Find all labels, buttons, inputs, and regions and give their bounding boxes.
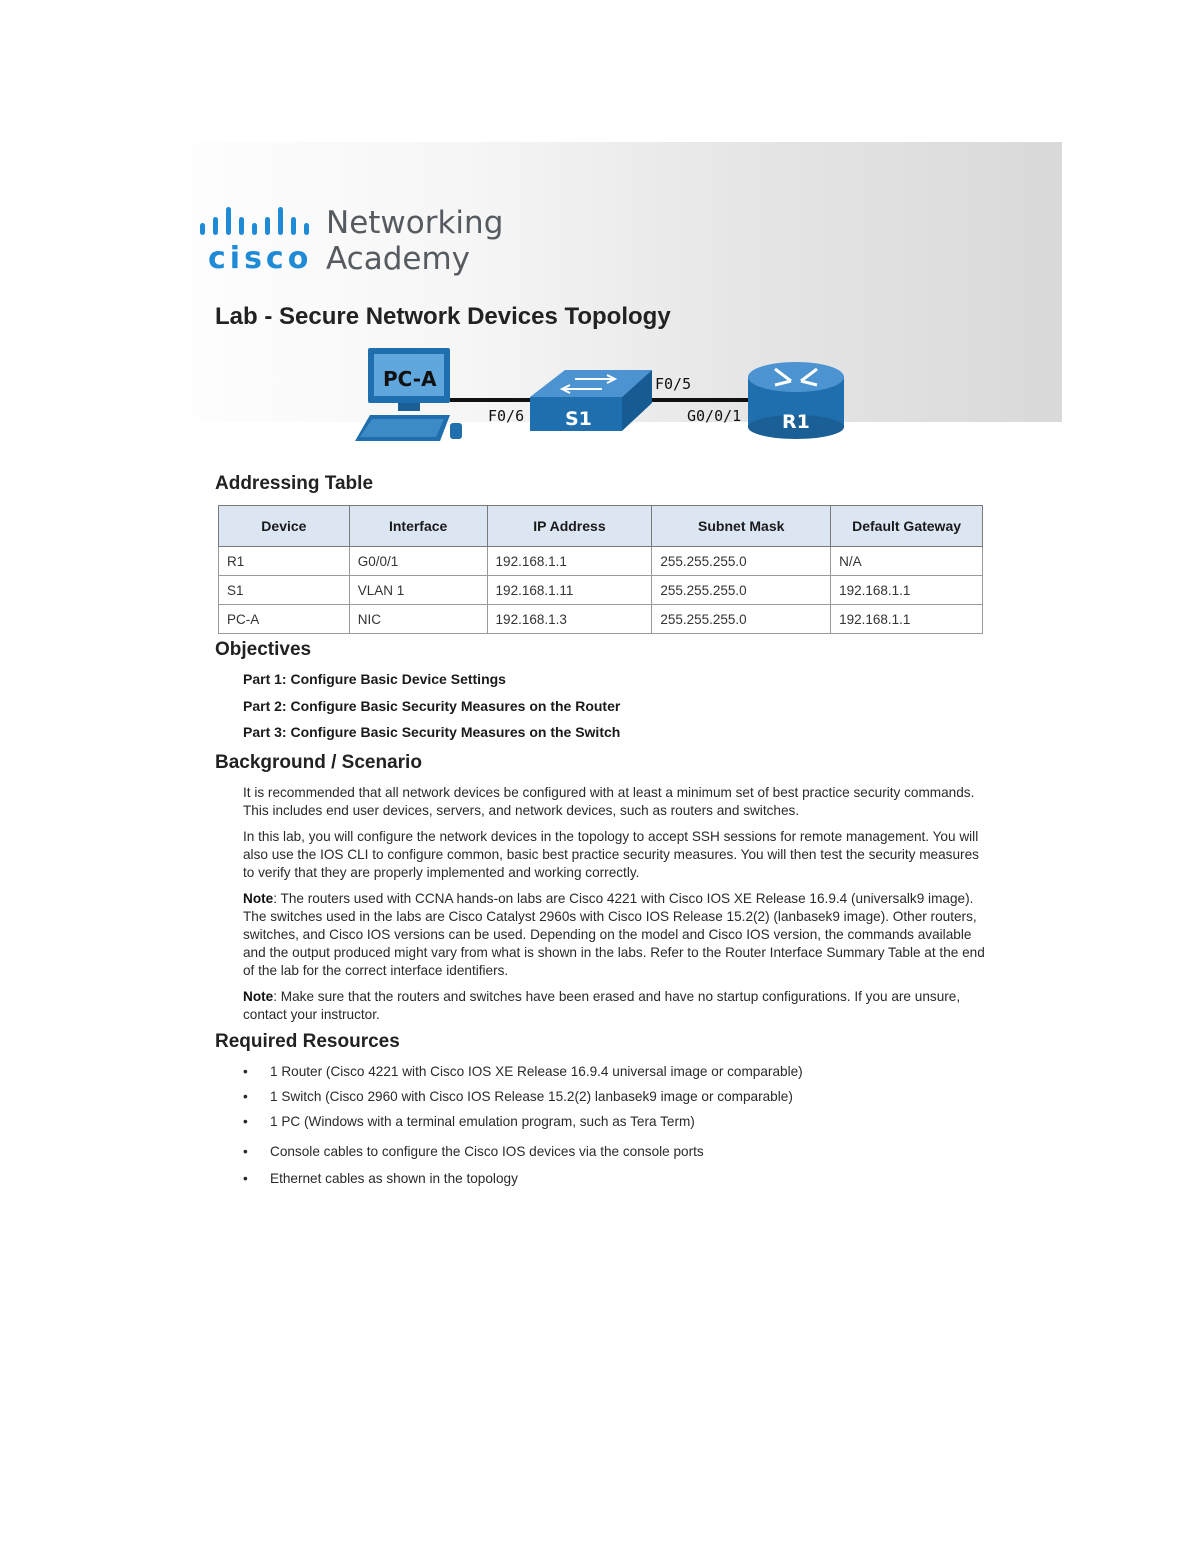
- note-paragraph-1: [243, 890, 988, 980]
- bullet-icon: •: [243, 1089, 248, 1104]
- column-header: Device: [219, 506, 350, 547]
- table-row: [219, 605, 983, 634]
- router-label: R1: [782, 411, 810, 433]
- note-paragraph-2: [243, 988, 988, 1024]
- column-header: Default Gateway: [831, 506, 983, 547]
- background-heading: Background / Scenario: [215, 752, 422, 773]
- table-cell: N/A: [831, 547, 983, 576]
- port-label-g0-0-1: G0/0/1: [687, 407, 742, 425]
- pc-icon: [355, 348, 462, 441]
- bullet-icon: •: [243, 1114, 248, 1129]
- table-cell: 192.168.1.1: [831, 605, 983, 634]
- port-label-f0-5: F0/5: [655, 375, 692, 393]
- table-header-row: [219, 506, 983, 547]
- list-item: [243, 1114, 695, 1129]
- logo-line-1: Networking: [326, 205, 504, 241]
- list-item-text: 1 Router (Cisco 4221 with Cisco IOS XE Release 16.9.4 universal image or comparable): [270, 1064, 803, 1079]
- table-cell: 255.255.255.0: [652, 605, 831, 634]
- list-item-text: 1 Switch (Cisco 2960 with Cisco IOS Release 15.2(2) lanbasek9 image or comparable): [270, 1089, 793, 1104]
- table-cell: R1: [219, 547, 350, 576]
- list-item: [243, 1089, 793, 1104]
- bullet-icon: •: [243, 1064, 248, 1079]
- cisco-networking-academy-logo: [198, 205, 504, 280]
- table-cell: PC-A: [219, 605, 350, 634]
- background-paragraph-2: In this lab, you will configure the network devices in the topology to accept SSH sessions for remote management. You will also use the IOS CLI to configure common, basic best practice security measures. You will then test the security measures to verify that they are properly implemented and working correctly.: [243, 829, 979, 880]
- objective-part-1: Part 1: Configure Basic Device Settings: [243, 671, 506, 687]
- list-item-text: Ethernet cables as shown in the topology: [270, 1171, 518, 1186]
- list-item: [243, 1064, 803, 1079]
- resources-heading: Required Resources: [215, 1031, 400, 1052]
- table-cell: 192.168.1.3: [487, 605, 652, 634]
- table-cell: 255.255.255.0: [652, 547, 831, 576]
- objectives-heading: Objectives: [215, 639, 312, 660]
- port-label-f0-6: F0/6: [488, 407, 525, 425]
- table-row: [219, 547, 983, 576]
- bullet-icon: •: [243, 1144, 248, 1159]
- list-item: [243, 1144, 704, 1159]
- topology-diagram: [350, 345, 860, 450]
- table-cell: 255.255.255.0: [652, 576, 831, 605]
- addressing-table: [218, 505, 983, 634]
- objective-part-2: Part 2: Configure Basic Security Measures on the Router: [243, 698, 621, 714]
- cisco-bridge-logo-icon: [198, 205, 318, 239]
- table-row: [219, 576, 983, 605]
- column-header: Subnet Mask: [652, 506, 831, 547]
- table-cell: 192.168.1.11: [487, 576, 652, 605]
- logo-brand-text: cisco: [208, 241, 313, 276]
- addressing-table-heading: Addressing Table: [215, 473, 374, 494]
- note-text: : The routers used with CCNA hands-on labs are Cisco 4221 with Cisco IOS XE Release 16.9.4 (universalk9 image). The switches used in the labs are Cisco Catalyst 2960s with Cisco IOS Release 15.2(2) (lanbasek9 image). Other routers, switches, and Cisco IOS versions can be used. Depending on the model and Cisco IOS version, the commands available and the output produced might vary from what is shown in the labs. Refer to the Router Interface Summary Table at the end of the lab for the correct interface identifiers.: [243, 891, 985, 978]
- table-cell: 192.168.1.1: [487, 547, 652, 576]
- pc-label: PC-A: [383, 367, 437, 391]
- note-text: : Make sure that the routers and switches have been erased and have no startup configurations. If you are unsure, contact your instructor.: [243, 989, 961, 1022]
- note-label: Note: [243, 891, 274, 906]
- table-cell: NIC: [349, 605, 487, 634]
- table-cell: S1: [219, 576, 350, 605]
- table-cell: G0/0/1: [349, 547, 487, 576]
- column-header: IP Address: [487, 506, 652, 547]
- table-cell: 192.168.1.1: [831, 576, 983, 605]
- page-title: Lab - Secure Network Devices Topology: [215, 303, 671, 330]
- note-label: Note: [243, 989, 274, 1004]
- switch-label: S1: [565, 408, 592, 430]
- background-paragraph-1: It is recommended that all network devices be configured with at least a minimum set of best practice security commands. This includes end user devices, servers, and network devices, such as routers and switches.: [243, 785, 975, 818]
- table-cell: VLAN 1: [349, 576, 487, 605]
- list-item: [243, 1171, 518, 1186]
- bullet-icon: •: [243, 1171, 248, 1186]
- logo-line-2: Academy: [326, 241, 470, 277]
- column-header: Interface: [349, 506, 487, 547]
- list-item-text: 1 PC (Windows with a terminal emulation program, such as Tera Term): [270, 1114, 695, 1129]
- list-item-text: Console cables to configure the Cisco IOS devices via the console ports: [270, 1144, 704, 1159]
- objective-part-3: Part 3: Configure Basic Security Measures on the Switch: [243, 724, 621, 740]
